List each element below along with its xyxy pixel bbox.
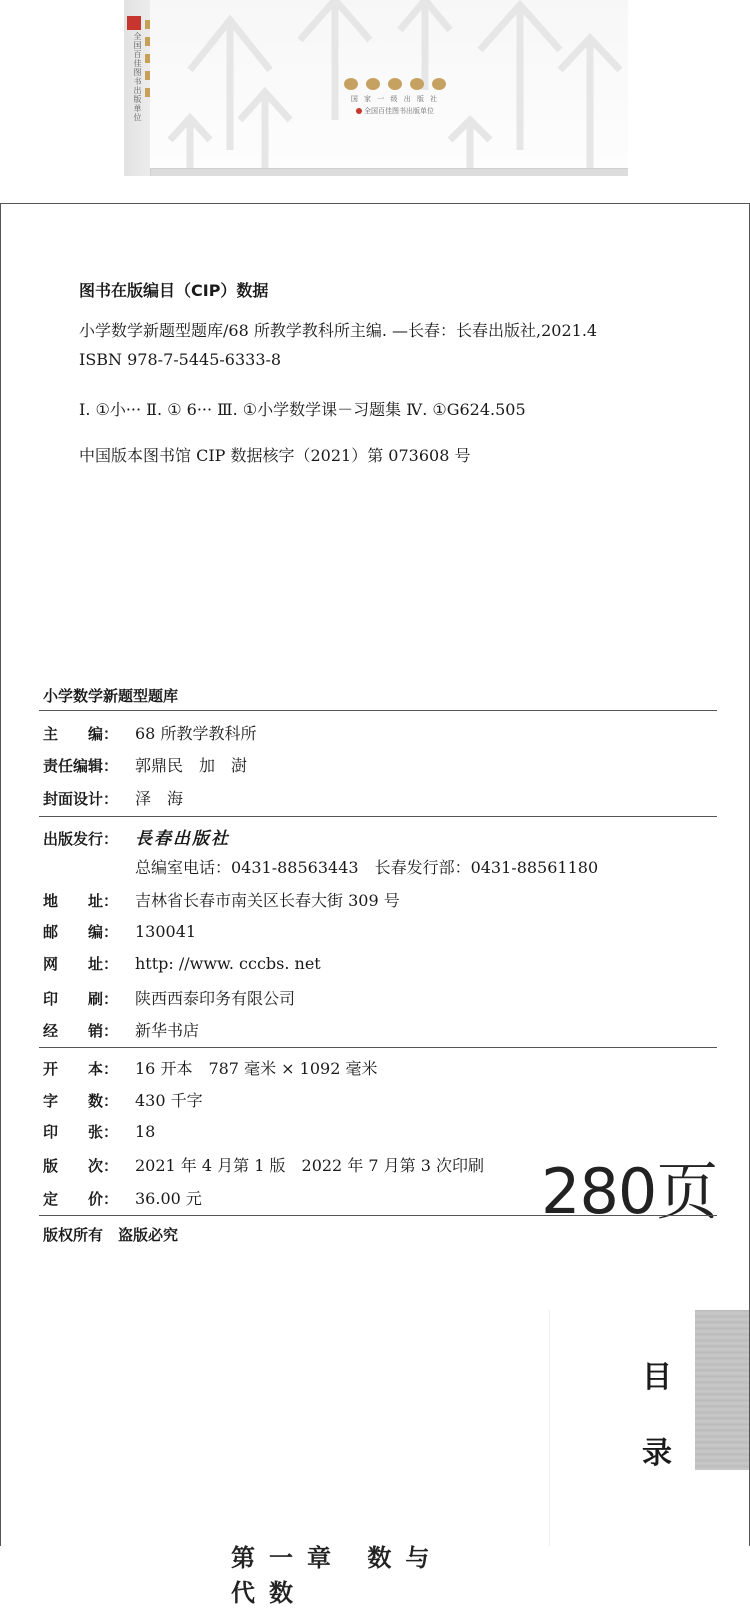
cip-classification: Ⅰ. ①小··· Ⅱ. ① 6··· Ⅲ. ①小学数学课－习题集 Ⅳ. ①G624.505 (79, 400, 526, 419)
imprint-row-printer (43, 986, 295, 1008)
publisher-name: 長春出版社 (135, 829, 230, 849)
sheets-label: 印 张： (43, 1123, 119, 1141)
postcode-value: 130041 (135, 922, 197, 941)
imprint-row-price (43, 1186, 202, 1208)
edition-label: 版 次： (43, 1157, 119, 1175)
imprint-row-postcode (43, 921, 196, 943)
words-value: 430 千字 (135, 1091, 203, 1110)
postcode-label: 邮 编： (43, 923, 119, 941)
imprint-row-editor (43, 721, 256, 743)
imprint-row-edition (43, 1153, 484, 1175)
resp-editor-value: 郭鼎民 加 澍 (135, 756, 248, 775)
divider (39, 816, 717, 817)
phone-value: 总编室电话：0431-88563443 长春发行部：0431-88561180 (135, 858, 599, 877)
cip-isbn: ISBN 978-7-5445-6333-8 (79, 350, 282, 369)
page-fold-line (549, 1310, 550, 1546)
price-value: 36.00 元 (135, 1189, 202, 1208)
edition-value: 2021 年 4 月第 1 版 2022 年 7 月第 3 次印刷 (135, 1156, 485, 1175)
printer-value: 陕西西泰印务有限公司 (135, 989, 296, 1008)
imprint-row-format (43, 1056, 377, 1078)
distributor-value: 新华书店 (135, 1021, 200, 1040)
spine-red-mark (127, 16, 141, 30)
divider (39, 1047, 717, 1048)
contents-title-char-2: 录 (642, 1436, 672, 1471)
imprint-row-address (43, 888, 400, 910)
sheets-value: 18 (135, 1122, 156, 1141)
distributor-label: 经 销： (43, 1022, 119, 1040)
publisher-seal-icon (330, 78, 460, 90)
copyright-notice: 版权所有 盗版必究 (43, 1226, 179, 1244)
imprint-row-sheets (43, 1121, 155, 1143)
publisher-logo (330, 78, 460, 116)
website-label: 网 址： (43, 955, 119, 973)
address-value: 吉林省长春市南关区长春大街 309 号 (135, 891, 400, 910)
imprint-row-website (43, 953, 321, 975)
format-label: 开 本： (43, 1060, 119, 1078)
cip-line-1: 小学数学新题型题库/68 所教学教科所主编. —长春：长春出版社,2021.4 (79, 321, 598, 340)
printer-label: 印 刷： (43, 990, 119, 1008)
website-value: http: //www. cccbs. net (135, 954, 321, 973)
editor-label: 主 编： (43, 725, 119, 743)
words-label: 字 数： (43, 1092, 119, 1110)
copyright-page (0, 203, 750, 1311)
chapter-heading-text: 第一章 数与代数 (231, 1544, 444, 1607)
page-count-badge: 280页 (541, 1155, 718, 1228)
cover-design-label: 封面设计： (43, 790, 119, 808)
contents-title-char-1: 目 (642, 1360, 672, 1395)
format-value: 16 开本 787 毫米 × 1092 毫米 (135, 1059, 378, 1078)
imprint-row-resp-editor (43, 753, 247, 775)
resp-editor-label: 责任编辑： (43, 757, 119, 775)
divider (39, 710, 717, 711)
imprint-row-words (43, 1088, 203, 1110)
chapter-heading-cropped (231, 1532, 461, 1607)
red-dot-icon (356, 108, 362, 114)
spine-text: 全国百佳图书出版单位 (133, 32, 142, 122)
imprint-book-title: 小学数学新题型题库 (43, 687, 179, 705)
price-label: 定 价： (43, 1190, 119, 1208)
imprint-row-publisher (43, 824, 230, 849)
book-cover-photo (0, 0, 750, 200)
cip-heading: 图书在版编目（CIP）数据 (79, 281, 269, 300)
publisher-line2 (330, 106, 460, 116)
contents-gray-strip (695, 1310, 749, 1470)
imprint-row-copyright (43, 1224, 178, 1246)
imprint-row-cover-design (43, 786, 183, 808)
address-label: 地 址： (43, 892, 119, 910)
contents-page (0, 1310, 750, 1607)
editor-value: 68 所教学教科所 (135, 724, 257, 743)
cip-record-number: 中国版本图书馆 CIP 数据核字（2021）第 073608 号 (79, 446, 471, 465)
imprint-row-distributor (43, 1018, 199, 1040)
imprint-row-phone (135, 855, 598, 877)
cover-design-value: 泽 海 (135, 789, 184, 808)
publisher-line2-text: 全国百佳图书出版单位 (364, 107, 434, 115)
publisher-line1: 国 家 一 级 出 版 社 (350, 95, 440, 103)
divider (39, 1215, 717, 1216)
publisher-label: 出版发行： (43, 830, 119, 848)
